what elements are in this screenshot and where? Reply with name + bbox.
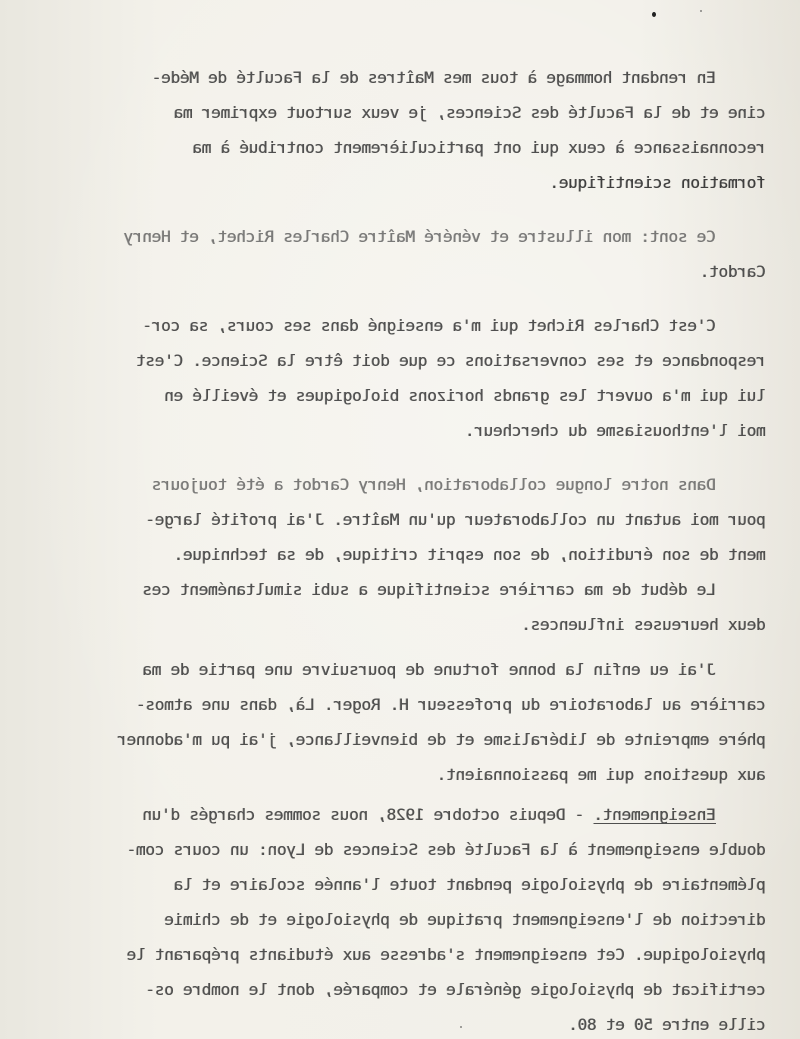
text-line-20	[0, 805, 716, 824]
text-line-22: plémentaire de physiologie pendant toute l'année scolaire et la	[174, 875, 766, 894]
text-line-6: Cardot.	[700, 262, 766, 281]
text-line-23: direction de l'enseignement pratique de physiologie et de chimie	[164, 910, 766, 929]
text-line-21: double enseignement à la Faculté des Sciences de Lyon: un cours com-	[127, 840, 766, 859]
text-line-24: physiologique. Cet enseignement s'adresse aux étudiants préparant le	[127, 945, 766, 964]
text-line-9: lui qui m'a ouvert les grands horizons biologiques et éveillé en	[164, 386, 766, 405]
text-line-19: aux questions qui me passionnaient.	[437, 765, 766, 784]
text-line-16: J'ai eu enfin la bonne fortune de poursuivre une partie de ma	[142, 660, 716, 679]
text-line-25: certificat de physiologie générale et comparée, dont le nombre os-	[145, 980, 766, 999]
dust-speck	[460, 1026, 462, 1028]
text-line-12: pour moi autant un collaborateur qu'un Maître. J'ai profité large-	[145, 510, 766, 529]
text-line-18: phère empreinte de libéralisme et de bienveillance, j'ai pu m'adonner	[117, 730, 766, 749]
text-line-1: En rendant hommage à tous mes Maîtres de la Faculté de Méde-	[152, 68, 716, 87]
text-line-7: C'est Charles Richet qui m'a enseigné dans ses cours, sa cor-	[142, 316, 716, 335]
text-line-10: moi l'enthousiasme du chercheur.	[465, 421, 766, 440]
text-line-17: carrière au laboratoire du professeur H. Roger. Là, dans une atmos-	[136, 695, 766, 714]
text-line-4: formation scientifique.	[549, 173, 766, 192]
text-line-11: Dans notre longue collaboration, Henry Cardot a été toujours	[152, 475, 716, 494]
text-line-13: ment de son érudition, de son esprit critique, de sa technique.	[174, 545, 766, 564]
text-line-15: deux heureuses influences.	[521, 615, 766, 634]
text-line-5: Ce sont: mon illustre et vénéré Maître Charles Richet, et Henry	[124, 227, 716, 246]
text-line-20-rest: - Depuis octobre 1928, nous sommes chargés d'un	[142, 805, 594, 824]
text-line-26: cille entre 50 et 80.	[568, 1015, 766, 1034]
ink-dot	[652, 12, 656, 17]
text-line-3: reconnaissance à ceux qui ont particulièrement contribué à ma	[192, 138, 766, 157]
text-line-8: respondance et ses conversations ce que doit être la Science. C'est	[136, 351, 766, 370]
text-line-2: cine et de la Faculté des Sciences, je veux surtout exprimer ma	[174, 103, 766, 122]
text-line-14: Le début de ma carrière scientifique a subi simultanément ces	[142, 580, 716, 599]
dust-speck	[700, 10, 702, 12]
section-heading-enseignement: Enseignement.	[593, 805, 716, 824]
